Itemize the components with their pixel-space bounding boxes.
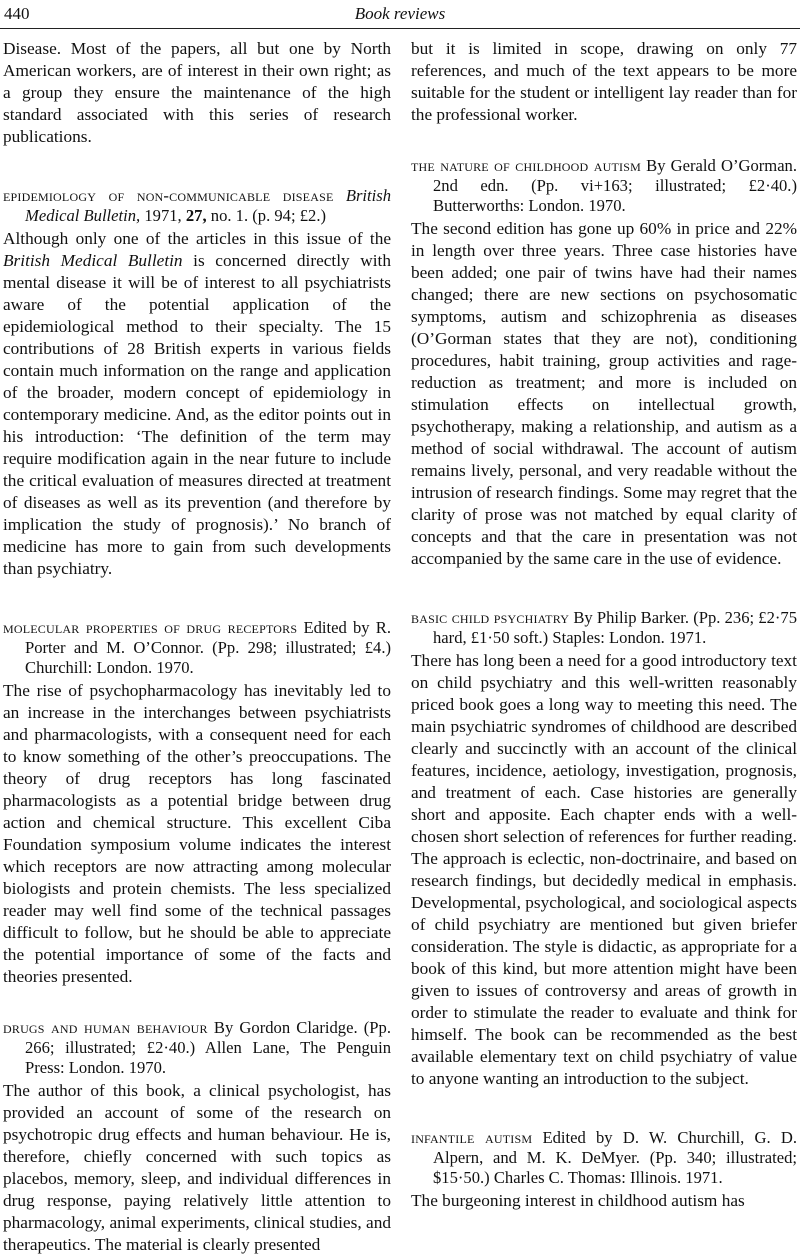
review-byline: By Philip Barker. (Pp. 236; £2·75 hard, £1·50 soft.) Staples: London. 1971. — [433, 608, 798, 647]
page-header — [0, 0, 800, 30]
review-heading — [3, 1018, 391, 1078]
review-byline: By Gordon Claridge. (Pp. 266; illustrated; £2·40.) Allen Lane, The Penguin Press: London. 1970. — [25, 1018, 391, 1077]
running-head: Book reviews — [354, 4, 446, 23]
review-heading — [411, 156, 797, 216]
review-infantile-autism — [411, 1128, 797, 1212]
right-column — [411, 38, 797, 1212]
review-byline: By Gerald O’Gorman. 2nd edn. (Pp. vi+163; illustrated; £2·40.) Butterworths: London. 1970. — [433, 156, 798, 215]
header-rule — [0, 28, 800, 29]
review-body: The burgeoning interest in childhood autism has — [411, 1191, 745, 1210]
review-body: There has long been a need for a good introductory text on child psychiatry and this well-written reasonably priced book goes a long way to meeting this need. The main psychiatric syndromes of childhood are described clearly and succinctly with an account of the clinical features, incidence, aetiology, investigation, prognosis, and treatment of each. Case histories are generally short and apposite. Each chapter ends with a well-chosen short selection of references for further reading. The approach is eclectic, non-doctrinaire, and based on research findings, but decidedly medical in emphasis. Developmental, psychological, and sociological aspects of child psychiatry are mentioned but given briefer consideration. The style is didactic, as appropriate for a book of this kind, but more attention might have been given to issues of controversy and areas of growth in order to stimulate the reader to evaluate and think for himself. The book can be recommended as the best available elementary text on child psychiatry of value to anyone wanting an introduction to the subject. — [411, 651, 797, 1088]
review-source: British Medical Bulletin, — [25, 186, 391, 225]
review-title: drugs and human behaviour — [3, 1018, 208, 1037]
review-title: basic child psychiatry — [411, 608, 570, 627]
review-year: 1971, — [144, 206, 182, 225]
review-byline: Edited by D. W. Churchill, G. D. Alpern, and M. K. DeMyer. (Pp. 340; illustrated; $15·50.) Charles C. Thomas: Illinois. 1971. — [433, 1128, 797, 1187]
review-body — [3, 228, 391, 580]
review-heading — [3, 186, 391, 226]
review-heading — [411, 1128, 797, 1188]
review-body: The rise of psychopharmacology has inevitably led to an increase in the interchanges between psychiatrists and pharmacologists, with a consequent need for each to know something of the other’s preoccupations. The theory of drug receptors has long fascinated pharmacologists as a potential bridge between drug action and chemical structure. This excellent Ciba Foundation symposium volume indicates the interest which receptors are now attracting among molecular biologists and protein chemists. The less specialized reader may well find some of the technical passages difficult to follow, but he should be able to appreciate the potential importance of some of the facts and theories presented. — [3, 681, 391, 986]
review-byline: Edited by R. Porter and M. O’Connor. (Pp. 298; illustrated; £4.) Churchill: London. 1970. — [25, 618, 391, 677]
review-title: infantile autism — [411, 1128, 533, 1147]
review-title: epidemiology of non-communicable disease — [3, 186, 334, 205]
page-number: 440 — [4, 4, 30, 23]
review-title: molecular properties of drug receptors — [3, 618, 298, 637]
review-childhood-autism — [411, 156, 797, 570]
review-heading — [411, 608, 797, 648]
review-drug-receptors — [3, 618, 391, 988]
review-volume: 27, — [185, 206, 207, 225]
review-body-part: Although only one of the articles in this issue of the — [3, 229, 391, 248]
review-body-part: is concerned directly with mental disease it will be of interest to all psychiatrists aware of the potential application of the epidemiological method to their specialty. The 15 contributions of 28 British experts in various fields contain much information on the range and application of the broader, modern concept of epidemiology in contemporary medicine. And, as the editor points out in his introduction: ‘The definition of the term may require modification again in the near future to include the critical evaluation of measures directed at treatment of diseases as well as its prevention (and therefore by implication the study of prognosis).’ No branch of medicine has more to gain from such developments than psychiatry. — [3, 251, 391, 578]
review-title: the nature of childhood autism — [411, 156, 641, 175]
left-column — [3, 38, 391, 1256]
review-body: The second edition has gone up 60% in price and 22% in length over three years. Three case histories have been added; one pair of twins have had their names changed; there are new sections on psychosomatic symptoms, autism and schizophrenia as diseases (O’Gorman states that they are not), conditioning procedures, habit training, group activities and rage-reduction as treatment; and more is included on stimulation effects on intellectual growth, psychotherapy, making a relationship, and autism as a method of social withdrawal. The account of autism remains lively, personal, and very readable without the intrusion of research findings. Some may regret that the clarity of prose was not matched by equal clarity of concepts and that the care in presentation was not accompanied by the same care in the use of evidence. — [411, 219, 797, 568]
review-basic-child-psychiatry — [411, 608, 797, 1090]
review-drugs-behaviour — [3, 1018, 391, 1256]
review-body: The author of this book, a clinical psychologist, has provided an account of some of the research on psychotropic drug effects and human behaviour. He is, therefore, chiefly concerned with such topics as placebos, memory, sleep, and individual differences in drug response, paying relatively little attention to pharmacology, animal experiments, clinical studies, and therapeutics. The material is clearly presented — [3, 1081, 391, 1254]
continued-text: but it is limited in scope, drawing on only 77 references, and much of the text appears to be more suitable for the student or intelligent lay reader than for the professional worker. — [411, 39, 797, 124]
review-epidemiology — [3, 186, 391, 580]
review-body-italic: British Medical Bulletin — [3, 251, 183, 270]
review-heading — [3, 618, 391, 678]
review-details: no. 1. (p. 94; £2.) — [210, 206, 326, 225]
continued-text: Disease. Most of the papers, all but one by North American workers, are of interest in their own right; as a group they ensure the maintenance of the high standard associated with this series of research publications. — [3, 39, 391, 146]
